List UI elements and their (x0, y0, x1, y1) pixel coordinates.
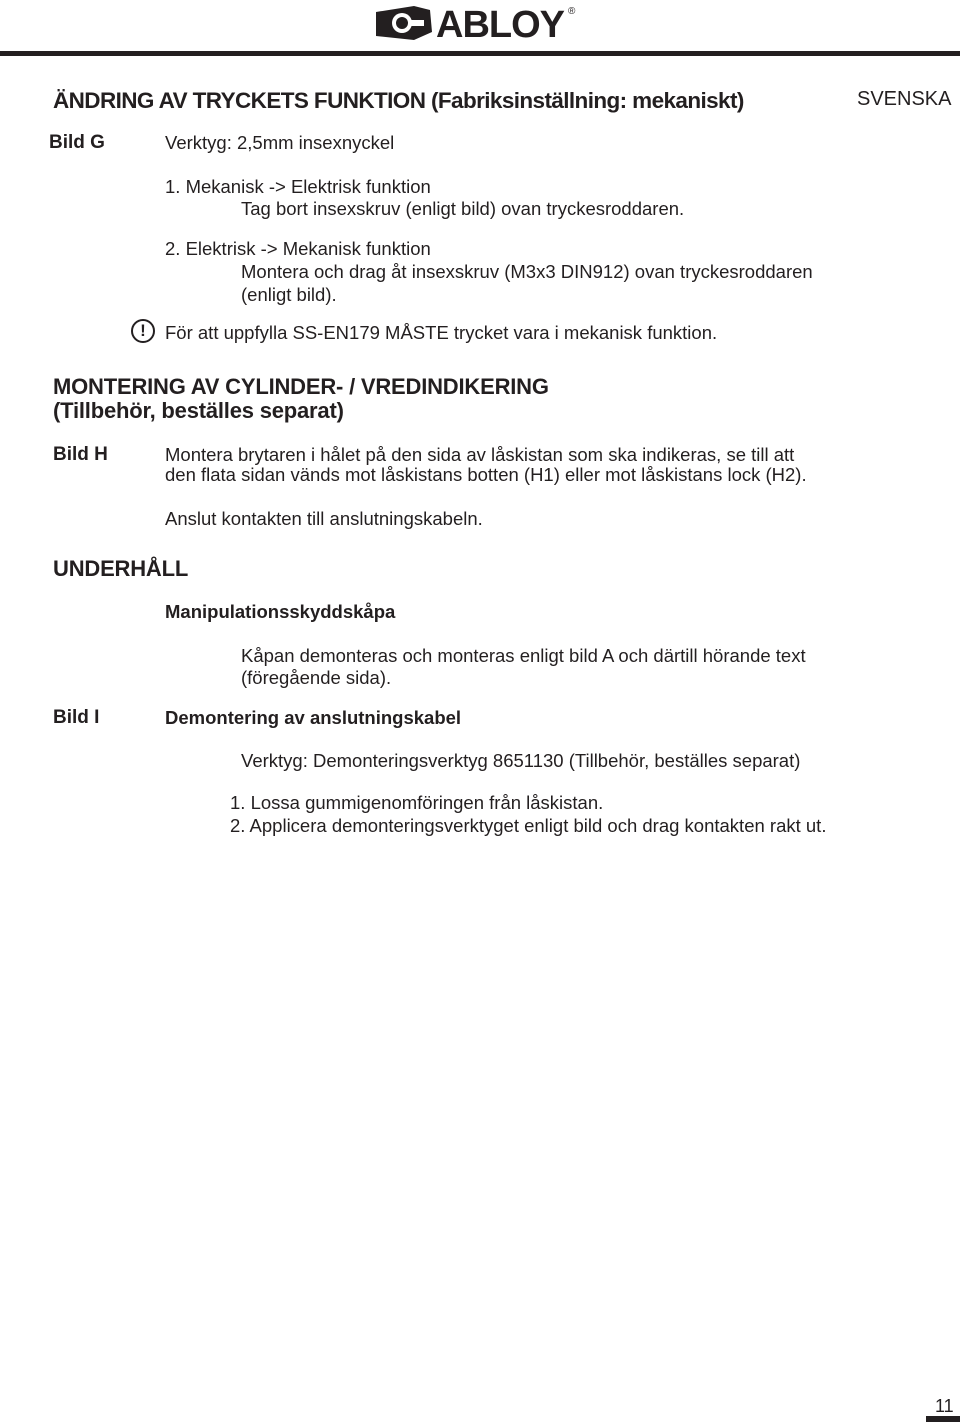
figure-label-h: Bild H (53, 444, 108, 465)
tool-text-g: Verktyg: 2,5mm insexnyckel (165, 132, 395, 153)
tool-text-i: Verktyg: Demonteringsverktyg 8651130 (Tillbehör, beställes separat) (241, 750, 801, 771)
connect-cable-text: Anslut kontakten till anslutningskabeln. (165, 508, 483, 529)
warning-text: För att uppfylla SS-EN179 MÅSTE trycket vara i mekanisk funktion. (165, 322, 718, 343)
subheading-cable-removal: Demontering av anslutningskabel (165, 707, 462, 728)
removal-step2: 2. Applicera demonteringsverktyget enligt bild och drag kontakten rakt ut. (230, 815, 827, 836)
section-title-handle-function: ÄNDRING AV TRYCKETS FUNKTION (Fabriksinställning: mekaniskt) (53, 88, 744, 113)
brand-name: ABLOY (436, 4, 564, 44)
section-title-maintenance: UNDERHÅLL (53, 556, 189, 581)
mount-switch-text-line1: Montera brytaren i hålet på den sida av låskistan som ska indikeras, se till att (165, 444, 795, 465)
exclamation-circle-icon: ! (131, 319, 155, 343)
step2-title: 2. Elektrisk -> Mekanisk funktion (165, 238, 431, 259)
removal-step1: 1. Lossa gummigenomföringen från låskistan. (230, 792, 604, 813)
page-number-bar (926, 1416, 960, 1422)
section-subtitle-accessory: (Tillbehör, beställes separat) (53, 398, 344, 423)
step1-text: Tag bort insexskruv (enligt bild) ovan tryckesroddaren. (241, 198, 685, 219)
page-number: 11 (935, 1396, 954, 1416)
abloy-logo (374, 2, 584, 44)
figure-label-g: Bild G (49, 132, 105, 153)
tamper-cover-text-line2: (föregående sida). (241, 667, 392, 688)
language-label: SVENSKA (857, 88, 952, 110)
step2-text-line1: Montera och drag åt insexskruv (M3x3 DIN912) ovan tryckesroddaren (241, 261, 813, 282)
subheading-tamper-cover: Manipulationsskyddskåpa (165, 601, 396, 622)
figure-label-i: Bild I (53, 707, 100, 728)
tamper-cover-text-line1: Kåpan demonteras och monteras enligt bild A och därtill hörande text (241, 645, 806, 666)
registered-mark: ® (568, 6, 576, 17)
abloy-logo-graphic (374, 2, 584, 44)
step1-title: 1. Mekanisk -> Elektrisk funktion (165, 176, 431, 197)
header-rule (0, 51, 960, 56)
step2-text-line2: (enligt bild). (241, 284, 337, 305)
section-title-cylinder-indication: MONTERING AV CYLINDER- / VREDINDIKERING (53, 374, 549, 399)
mount-switch-text-line2: den flata sidan vänds mot låskistans botten (H1) eller mot låskistans lock (H2). (165, 464, 807, 485)
